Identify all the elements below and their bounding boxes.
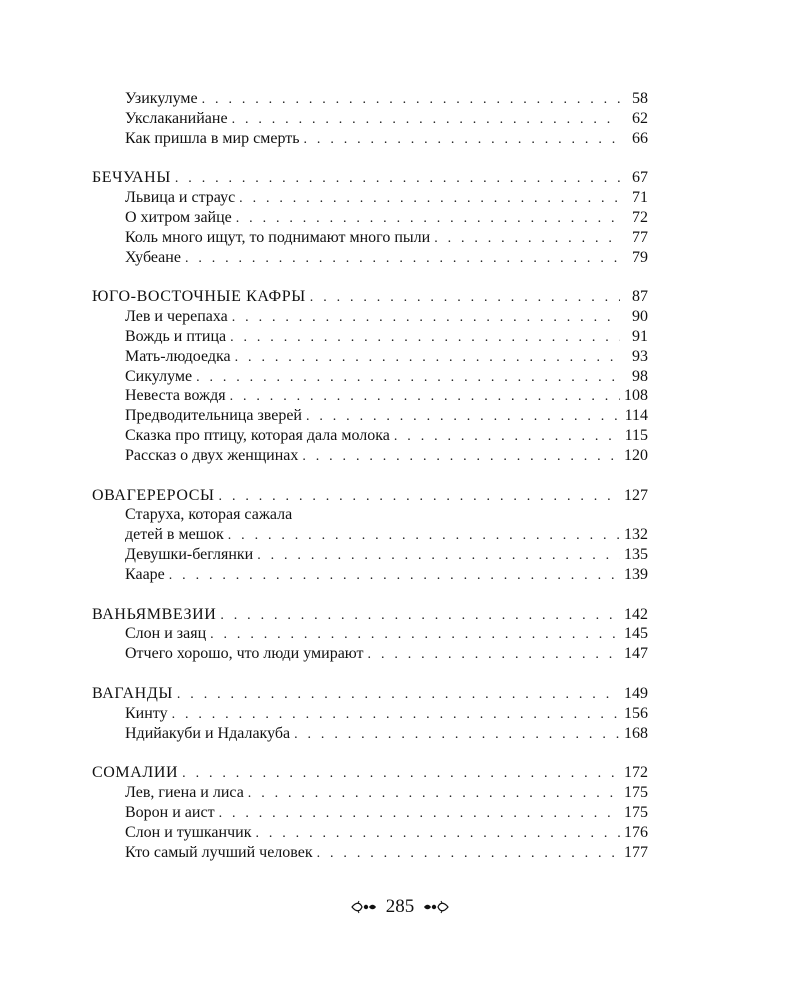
toc-entry <box>92 367 648 387</box>
toc-entry <box>92 129 648 149</box>
section-title: СОМАЛИИ <box>92 764 179 782</box>
dot-leader <box>255 824 620 844</box>
page-ref: 77 <box>632 228 648 246</box>
dot-leader <box>219 804 620 824</box>
toc-entry <box>92 505 648 525</box>
page-number: 285 <box>385 896 415 917</box>
toc-section-heading <box>92 287 648 307</box>
page-ref: 175 <box>624 803 648 821</box>
page-ref: 147 <box>624 645 648 663</box>
section-title: ВАНЬЯМВЕЗИИ <box>92 605 217 623</box>
section-title: ВАГАНДЫ <box>92 684 173 702</box>
page-footer <box>0 896 800 918</box>
entry-title: Кинту <box>125 704 168 722</box>
page-ref: 149 <box>624 684 648 702</box>
toc-entry <box>92 803 648 823</box>
dot-leader <box>175 169 620 189</box>
floral-ornament-icon <box>422 900 450 914</box>
dot-leader <box>230 387 620 407</box>
toc-entry <box>92 327 648 347</box>
dot-leader <box>228 526 620 546</box>
dot-leader <box>196 368 620 388</box>
toc-entry <box>92 525 648 545</box>
entry-title: Кто самый лучший человек <box>125 843 313 861</box>
page-ref: 98 <box>632 367 648 385</box>
entry-title: Сказка про птицу, которая дала молока <box>125 426 390 444</box>
dot-leader <box>434 229 620 249</box>
toc-section-heading <box>92 605 648 625</box>
toc-entry <box>92 386 648 406</box>
entry-title: Предводительница зверей <box>125 407 302 425</box>
dot-leader <box>248 784 620 804</box>
page-ref: 115 <box>624 426 648 444</box>
toc-section-heading <box>92 168 648 188</box>
toc-section <box>92 763 648 862</box>
entry-title: Мать-людоедка <box>125 347 231 365</box>
section-title: ЮГО-ВОСТОЧНЫЕ КАФРЫ <box>92 288 306 306</box>
page-ref: 108 <box>624 387 648 405</box>
entry-title: Кааре <box>125 565 165 583</box>
entry-title: Лев, гиена и лиса <box>125 784 244 802</box>
entry-title: Сикулуме <box>125 367 193 385</box>
toc-section <box>92 89 648 148</box>
entry-title: Старуха, которая сажала <box>125 506 293 524</box>
entry-title: О хитром зайце <box>125 208 232 226</box>
toc-entry <box>92 426 648 446</box>
entry-title: Слон и заяц <box>125 625 207 643</box>
dot-leader <box>317 844 620 864</box>
dot-leader <box>302 447 620 467</box>
toc-entry <box>92 843 648 863</box>
dot-leader <box>177 685 620 705</box>
page-ref: 120 <box>624 446 648 464</box>
entry-title: Ндийакуби и Ндалакуба <box>125 724 291 742</box>
dot-leader <box>202 90 620 110</box>
page-ref: 93 <box>632 347 648 365</box>
dot-leader <box>220 606 620 626</box>
toc-entry <box>92 724 648 744</box>
page-ref: 175 <box>624 784 648 802</box>
page-ref: 79 <box>632 248 648 266</box>
dot-leader <box>182 764 620 784</box>
entry-title: детей в мешок <box>125 526 224 544</box>
dot-leader <box>368 645 620 665</box>
page-ref: 91 <box>632 327 648 345</box>
toc-section <box>92 168 648 267</box>
toc-entry <box>92 188 648 208</box>
page-ref: 177 <box>624 843 648 861</box>
page-ref: 87 <box>632 288 648 306</box>
table-of-contents <box>92 89 648 882</box>
entry-title: Ворон и аист <box>125 803 215 821</box>
toc-entry <box>92 406 648 426</box>
floral-ornament-icon <box>350 900 378 914</box>
entry-title: Хубеане <box>125 248 181 266</box>
page-ref: 145 <box>624 625 648 643</box>
toc-entry <box>92 89 648 109</box>
dot-leader <box>239 189 620 209</box>
page-ref: 176 <box>624 823 648 841</box>
entry-title: Слон и тушканчик <box>125 823 252 841</box>
section-title: БЕЧУАНЫ <box>92 169 171 187</box>
dot-leader <box>230 328 620 348</box>
toc-entry <box>92 208 648 228</box>
page-ref: 172 <box>624 764 648 782</box>
toc-entry <box>92 704 648 724</box>
toc-section <box>92 287 648 465</box>
dot-leader <box>236 209 620 229</box>
entry-title: Львица и страус <box>125 189 236 207</box>
entry-title: Укслаканийане <box>125 109 228 127</box>
page-ref: 67 <box>632 169 648 187</box>
entry-title: Узикулуме <box>125 90 198 107</box>
toc-entry <box>92 823 648 843</box>
toc-entry <box>92 783 648 803</box>
dot-leader <box>232 110 620 130</box>
page-ref: 142 <box>624 605 648 623</box>
toc-entry <box>92 248 648 268</box>
entry-title: Вождь и птица <box>125 327 227 345</box>
toc-entry <box>92 545 648 565</box>
toc-entry <box>92 109 648 129</box>
dot-leader <box>310 288 620 308</box>
toc-entry <box>92 565 648 585</box>
toc-section <box>92 486 648 585</box>
page-ref: 90 <box>632 308 648 326</box>
page-ref: 66 <box>632 129 648 147</box>
entry-title: Невеста вождя <box>125 387 226 405</box>
page-ref: 139 <box>624 565 648 583</box>
toc-entry <box>92 307 648 327</box>
dot-leader <box>394 427 620 447</box>
toc-section-heading <box>92 763 648 783</box>
page-ref: 71 <box>632 189 648 207</box>
dot-leader <box>294 725 620 745</box>
dot-leader <box>235 348 620 368</box>
entry-title: Девушки-беглянки <box>125 545 254 563</box>
dot-leader <box>185 249 620 269</box>
entry-title: Как пришла в мир смерть <box>125 129 300 147</box>
page-ref: 58 <box>632 90 648 107</box>
page-ref: 168 <box>624 724 648 742</box>
page-ref: 135 <box>624 545 648 563</box>
toc-entry <box>92 228 648 248</box>
dot-leader <box>232 308 620 328</box>
toc-entry <box>92 347 648 367</box>
section-title: ОВАГЕРЕРОСЫ <box>92 486 215 504</box>
entry-title: Коль много ищут, то поднимают много пыли <box>125 228 431 246</box>
entry-title: Лев и черепаха <box>125 308 228 326</box>
entry-title: Отчего хорошо, что люди умирают <box>125 645 364 663</box>
toc-entry <box>92 644 648 664</box>
dot-leader <box>169 566 620 586</box>
page-ref: 62 <box>632 109 648 127</box>
dot-leader <box>210 625 620 645</box>
dot-leader <box>219 487 620 507</box>
page-ref: 127 <box>624 486 648 504</box>
page-ref: 114 <box>624 407 648 425</box>
toc-entry <box>92 446 648 466</box>
toc-entry <box>92 624 648 644</box>
page-ref: 132 <box>624 526 648 544</box>
dot-leader <box>306 407 620 427</box>
dot-leader <box>172 705 620 725</box>
toc-section <box>92 684 648 743</box>
dot-leader <box>257 546 620 566</box>
dot-leader <box>304 130 620 150</box>
page-ref: 156 <box>624 704 648 722</box>
toc-section <box>92 605 648 664</box>
entry-title: Рассказ о двух женщинах <box>125 446 299 464</box>
toc-section-heading <box>92 486 648 506</box>
page-ref: 72 <box>632 208 648 226</box>
toc-section-heading <box>92 684 648 704</box>
